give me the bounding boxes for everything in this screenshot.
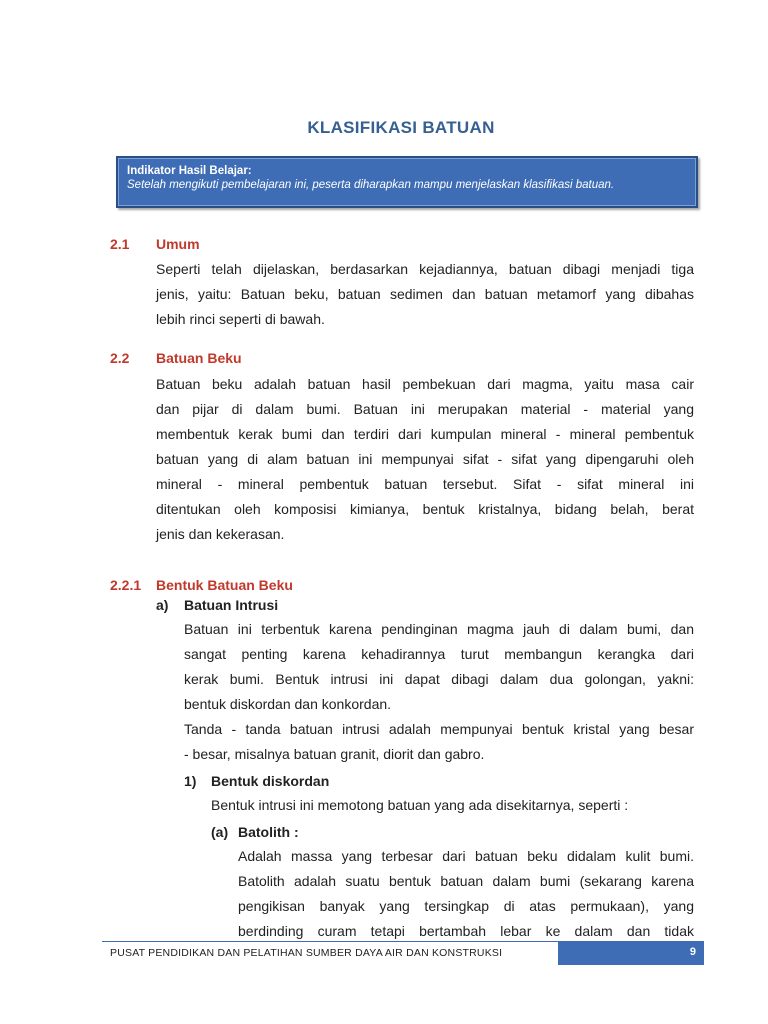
section-number-bentuk: 2.2.1 [110,577,142,593]
text-line: jenis dan kekerasan. [156,526,285,542]
learning-indicator-box [116,156,698,208]
paragraph-intrusi [184,617,694,767]
text-line: batuan yang di alam batuan ini mempunyai sifat - sifat yang dipengaruhi oleh [156,451,694,467]
page-title: KLASIFIKASI BATUAN [307,118,495,137]
page-number-box [558,942,704,965]
list-marker-1: 1) [184,773,197,789]
subsection-title-intrusi: Batuan Intrusi [184,597,279,613]
indicator-text: Setelah mengikuti pembelajaran ini, peserta diharapkan mampu menjelaskan klasifikasi batuan. [127,179,615,191]
paragraph-diskordan [211,793,694,818]
text-line: Tanda - tanda batuan intrusi adalah mempunyai bentuk kristal yang besar [184,721,694,737]
text-line: mineral - mineral pembentuk batuan tersebut. Sifat - sifat mineral ini [156,476,694,492]
text-line: - besar, misalnya batuan granit, diorit dan gabro. [184,746,485,762]
section-number-umum: 2.1 [110,236,130,252]
text-line: Batuan ini terbentuk karena pendinginan magma jauh di dalam bumi, dan [184,621,694,637]
text-line: dan pijar di dalam bumi. Batuan ini merupakan material - material yang [156,401,694,417]
paragraph-batolith [238,844,694,944]
subsection-title-diskordan: Bentuk diskordan [211,773,330,789]
paragraph-batuan-beku [156,372,694,547]
footer-institution: PUSAT PENDIDIKAN DAN PELATIHAN SUMBER DAYA AIR DAN KONSTRUKSI [110,947,503,959]
section-title-bentuk: Bentuk Batuan Beku [156,577,293,593]
paragraph-umum [156,257,694,332]
page-number: 9 [689,946,696,958]
text-line: Batuan beku adalah batuan hasil pembekuan dari magma, yaitu masa cair [156,376,694,392]
text-line: membentuk kerak bumi dan terdiri dari kumpulan mineral - mineral pembentuk [156,426,694,442]
text-line: Batolith adalah suatu bentuk batuan dalam bumi (sekarang karena [238,873,694,889]
text-line: Bentuk intrusi ini memotong batuan yang ada disekitarnya, seperti : [211,797,629,813]
text-line: ditentukan oleh komposisi kimianya, bentuk kristalnya, bidang belah, berat [156,501,694,517]
text-line: jenis, yaitu: Batuan beku, batuan sedimen dan batuan metamorf yang dibahas [156,286,694,302]
section-title-batuan-beku: Batuan Beku [156,350,242,366]
text-line: lebih rinci seperti di bawah. [156,311,325,327]
indicator-label: Indikator Hasil Belajar: [127,165,252,177]
section-number-batuan-beku: 2.2 [110,350,130,366]
text-line: Adalah massa yang terbesar dari batuan beku didalam kulit bumi. [238,848,694,864]
text-line: sangat penting karena kehadirannya turut membangun kerangka dari [184,646,694,662]
text-line: kerak bumi. Bentuk intrusi ini dapat dibagi dalam dua golongan, yakni: [184,671,694,687]
text-line: berdinding curam tetapi bertambah lebar ke dalam dan tidak [238,923,694,939]
text-line: bentuk diskordan dan konkordan. [184,696,392,712]
list-marker-a: a) [156,597,169,613]
text-line: Seperti telah dijelaskan, berdasarkan kejadiannya, batuan dibagi menjadi tiga [156,261,694,277]
text-line: pengikisan banyak yang tersingkap di atas permukaan), yang [238,898,694,914]
list-marker-a-paren: (a) [211,824,229,840]
section-title-umum: Umum [156,236,200,252]
subsection-title-batolith: Batolith : [238,824,299,840]
